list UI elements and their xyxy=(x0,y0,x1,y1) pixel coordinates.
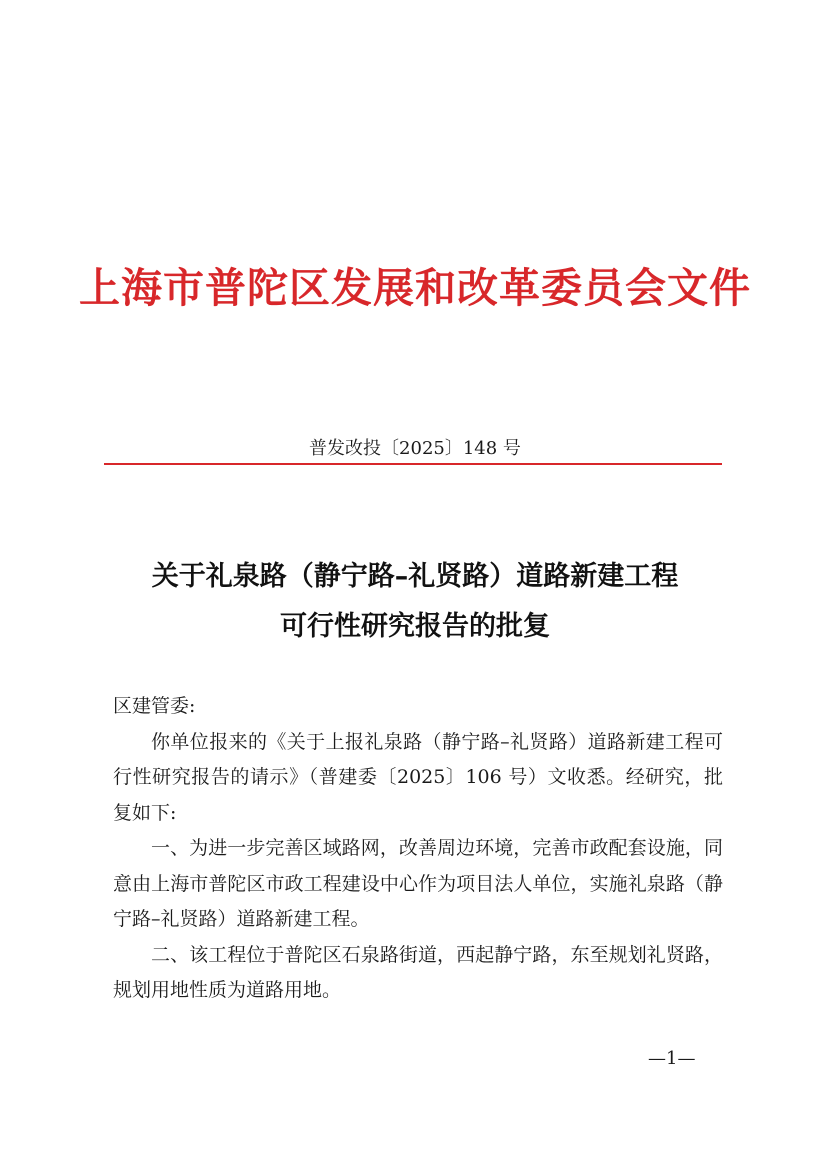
body-paragraph: 你单位报来的《关于上报礼泉路（静宁路–礼贤路）道路新建工程可行性研究报告的请示》（普建委〔2025〕106 号）文收悉。经研究，批复如下: xyxy=(113,730,723,824)
title-line-1: 关于礼泉路（静宁路–礼贤路）道路新建工程 xyxy=(151,561,679,592)
body-paragraph: 一、为进一步完善区域路网，改善周边环境，完善市政配套设施，同意由上海市普陀区市政工程建设中心作为项目法人单位，实施礼泉路（静宁路–礼贤路）道路新建工程。 xyxy=(113,837,723,930)
document-body xyxy=(113,689,723,1009)
page-number: —1— xyxy=(648,1048,696,1069)
issuer-masthead: 上海市普陀区发展和改革委员会文件 xyxy=(79,264,751,312)
document-title xyxy=(0,552,830,652)
salutation: 区建管委: xyxy=(113,695,196,717)
title-line-2: 可行性研究报告的批复 xyxy=(280,611,550,642)
document-number: 普发改投〔2025〕148 号 xyxy=(309,438,521,459)
body-paragraph: 二、该工程位于普陀区石泉路街道，西起静宁路，东至规划礼贤路，规划用地性质为道路用地。 xyxy=(113,943,723,1001)
red-separator-line xyxy=(104,463,722,465)
